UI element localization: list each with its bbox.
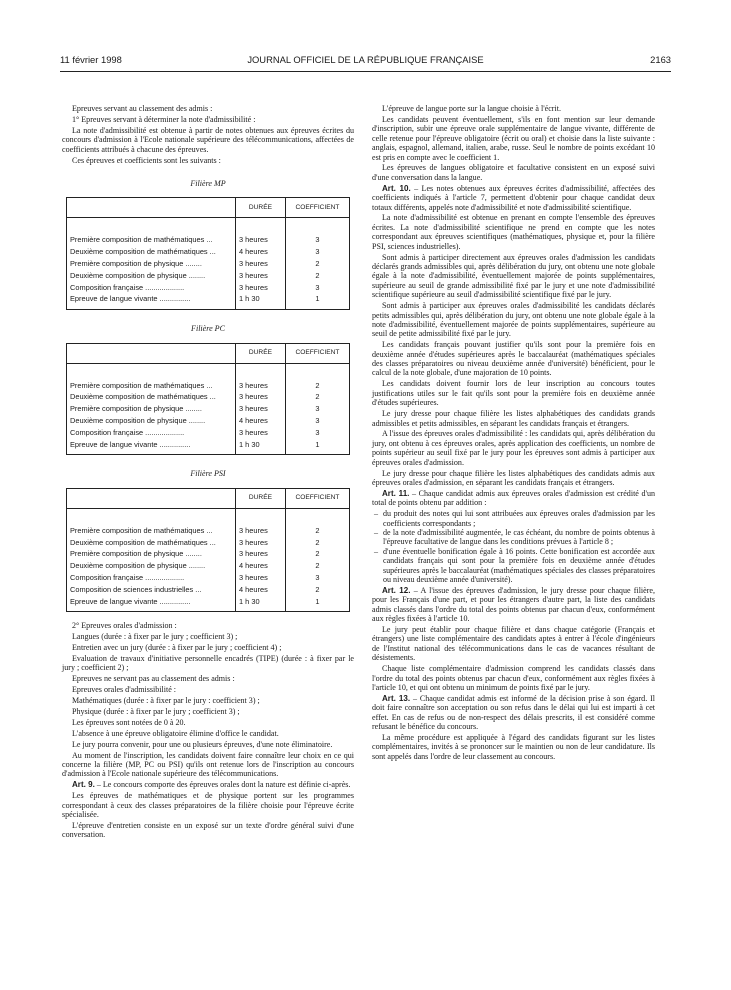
filiere-title: Filière PC (191, 324, 225, 334)
header-empty-cell (67, 343, 236, 363)
epreuve-cell: Première composition de physique ........ (70, 404, 202, 414)
epreuve-name: Première composition de mathématiques (70, 380, 205, 390)
spacer-cell (67, 607, 236, 612)
paragraph: Epreuves orales d'admissibilité : (72, 685, 177, 695)
coefficient-cell: 3 (285, 234, 349, 246)
header-empty-cell (67, 198, 236, 218)
epreuve-name: Composition française (70, 427, 144, 437)
epreuve-cell: Composition de sciences industrielles ... (70, 584, 202, 594)
table-row (67, 246, 350, 258)
left-column (62, 104, 354, 841)
coefficient-cell: 3 (285, 415, 349, 427)
duree-cell: 4 heures (236, 584, 286, 596)
spacer-cell (285, 508, 349, 525)
duree-column-header: DURÉE (236, 343, 286, 363)
epreuve-name: Composition de sciences industrielles (70, 584, 194, 594)
table-row (67, 293, 350, 305)
epreuve-name: Deuxième composition de mathématiques (70, 392, 208, 402)
coefficient-cell: 2 (285, 525, 349, 537)
duree-column-header: DURÉE (236, 198, 286, 218)
left-after-tables (62, 621, 354, 840)
table-row (67, 537, 350, 549)
header-journal-title: JOURNAL OFFICIEL DE LA RÉPUBLIQUE FRANÇAISE (247, 54, 484, 65)
duree-cell: 3 heures (236, 427, 286, 439)
paragraph: Au moment de l'inscription, les candidats doivent faire connaître leur choix en ce qui concerne la filière (MP, PC ou PSI) qu'ils ont retenue lors de l'inscription au concours d'admission à l'Ecole nationale supérieure des télécommunications. (62, 750, 354, 779)
epreuve-cell: Epreuve de langue vivante ............... (70, 294, 191, 304)
duree-cell: 3 heures (236, 270, 286, 282)
spacer-cell (236, 363, 286, 380)
epreuve-cell: Première composition de physique ........ (70, 549, 202, 559)
filiere-title: Filière PSI (190, 469, 226, 479)
paragraph: Le jury dresse pour chaque filière les listes alphabétiques des candidats admis aux épreuves orales d'admission, en séparant les candidats français et étrangers. (372, 468, 655, 487)
spacer-cell (236, 450, 286, 455)
spacer-cell (67, 363, 236, 380)
spacer-cell (285, 305, 349, 310)
epreuve-name: Première composition de mathématiques (70, 525, 205, 535)
paragraph: La note d'admissibilité est obtenue à partir de notes obtenues aux épreuves écrites du concours d'admission à l'Ecole nationale supérieure des télécommunications, affectées de coefficients attribués à chacune des épreuves. (62, 125, 354, 154)
epreuve-cell: Première composition de physique ........ (70, 258, 202, 268)
article-text: – A l'issue des épreuves d'admission, le jury dresse pour chaque filière, pour les Français d'une part, et pour les étrangers d'autre part, la liste des candidats admis classés dans l'ordre du total des points obtenus par chacun d'eux, conformément aux règles fixées à l'article 10. (372, 585, 655, 624)
article-text: – Chaque candidat admis est informé de la décision prise à son égard. Il doit faire connaître son acceptation ou son refus dans le délai qui lui est imparti à cet effet. En cas de refus ou de non-respect des délais prescrits, il est considéré comme refusant le bénéfice du concours. (372, 693, 655, 732)
coefficient-cell: 2 (285, 380, 349, 392)
spacer-cell (285, 218, 349, 235)
duree-cell: 3 heures (236, 282, 286, 294)
epreuve-name: Epreuve de langue vivante (70, 439, 158, 449)
article-label: Art. 11. (382, 488, 410, 498)
article-paragraph (372, 586, 655, 624)
table-row (67, 572, 350, 584)
paragraph: Sont admis à participer aux épreuves orales d'admissibilité les candidats déclarés petits admissibles qui, après délibération du jury, ont obtenu une note globale égale à la note d'admissibilité, éventuellement majorée de points supplémentaires, supérieure au seuil de petite admissibilité fixé par le jury. (372, 301, 655, 339)
coefficient-cell: 2 (285, 584, 349, 596)
paragraph: Mathématiques (durée : à fixer par le jury : coefficient 3) ; (72, 696, 260, 706)
spacer-cell (285, 363, 349, 380)
dash-list (372, 509, 655, 584)
duree-cell: 1 h 30 (236, 439, 286, 451)
paragraph: Les candidats français pouvant justifier qu'ils sont pour la première fois en deuxième année d'études supérieures après le baccalauréat (mathématiques spéciales des classes préparatoires ou niveau deuxième année d'université) bénéficient, pour le calcul de la note globale, d'une majoration de 10 points. (372, 340, 655, 378)
epreuve-cell: Epreuve de langue vivante ............... (70, 596, 191, 606)
coefficient-cell: 1 (285, 439, 349, 451)
epreuve-name: Composition française (70, 572, 144, 582)
coefficient-cell: 3 (285, 427, 349, 439)
spacer-cell (285, 450, 349, 455)
table-row (67, 525, 350, 537)
epreuve-cell: Deuxième composition de mathématiques ... (70, 247, 216, 257)
duree-cell: 3 heures (236, 258, 286, 270)
paragraph: L'épreuve de langue porte sur la langue choisie à l'écrit. (382, 104, 561, 113)
paragraph: Le jury dresse pour chaque filière les listes alphabétiques des candidats grands admissibles et petits admissibles, en séparant les candidats français et étrangers. (372, 409, 655, 428)
epreuve-cell: Deuxième composition de mathématiques ... (70, 392, 216, 402)
duree-cell: 3 heures (236, 391, 286, 403)
paragraph: Physique (durée : à fixer par le jury ; coefficient 3) ; (72, 707, 240, 717)
coefficient-cell: 3 (285, 403, 349, 415)
table-row (67, 270, 350, 282)
table-row (67, 596, 350, 608)
paragraph: Les épreuves de langues obligatoire et facultative consistent en un exposé suivi d'une conversation dans la langue. (372, 163, 655, 182)
spacer-cell (236, 218, 286, 235)
epreuve-cell: Première composition de mathématiques ... (70, 235, 213, 245)
paragraph: Les épreuves sont notées de 0 à 20. (72, 717, 186, 727)
right-column (372, 104, 655, 763)
duree-cell: 3 heures (236, 234, 286, 246)
coefficient-cell: 1 (285, 596, 349, 608)
list-item: – de la note d'admissibilité augmentée, le cas échéant, du nombre de points obtenus à l'épreuve facultative de langue dans les conditions prévues à l'article 8 ; (372, 528, 655, 547)
duree-cell: 3 heures (236, 548, 286, 560)
table-row (67, 427, 350, 439)
filiere-table (66, 197, 350, 310)
coefficient-cell: 3 (285, 572, 349, 584)
paragraph: L'épreuve d'entretien consiste en un exposé sur un texte d'ordre général suivi d'une conversation. (62, 821, 354, 840)
paragraph: Epreuves servant au classement des admis : (72, 104, 213, 113)
epreuve-cell: Composition française ................... (70, 427, 185, 437)
duree-cell: 3 heures (236, 525, 286, 537)
table-row (67, 584, 350, 596)
table-row (67, 403, 350, 415)
spacer-cell (67, 508, 236, 525)
duree-cell: 3 heures (236, 537, 286, 549)
header-page-number: 2163 (650, 54, 671, 65)
epreuve-name: Deuxième composition de mathématiques (70, 247, 208, 257)
duree-cell: 1 h 30 (236, 596, 286, 608)
spacer-cell (67, 450, 236, 455)
paragraph: A l'issue des épreuves orales d'admissibilité : les candidats qui, après délibération du jury, ont obtenu à ces épreuves orales, après application des coefficients, un nombre de points supérieur au seuil fixé par le jury pour les épreuves sont admis à participer aux épreuves orales d'admission. (372, 429, 655, 467)
paragraph: Les épreuves de mathématiques et de physique portent sur les programmes correspondant à ceux des classes préparatoires de la filière choisie pour l'épreuve écrite spécialisée. (62, 791, 354, 820)
article-text: – Chaque candidat admis aux épreuves orales d'admission est crédité d'un total de points obtenu par addition : (372, 488, 655, 508)
epreuve-cell: Composition française ................... (70, 282, 185, 292)
epreuve-cell: Deuxième composition de physique ........ (70, 270, 206, 280)
header-empty-cell (67, 488, 236, 508)
epreuve-cell: Première composition de mathématiques ... (70, 525, 213, 535)
paragraph: Langues (durée : à fixer par le jury ; coefficient 3) ; (72, 632, 238, 642)
filiere-table (66, 343, 350, 456)
article-label: Art. 10. (382, 183, 411, 193)
epreuve-cell: Deuxième composition de mathématiques ... (70, 537, 216, 547)
paragraph: Evaluation de travaux d'initiative personnelle encadrés (TIPE) (durée : à fixer par le jury ; coefficient 2) ; (62, 654, 354, 673)
epreuve-cell: Deuxième composition de physique ........ (70, 561, 206, 571)
paragraph: La note d'admissibilité est obtenue en prenant en compte l'ensemble des épreuves écrites. La note d'admissibilité scientifique ne prend en compte que les notes correspondant aux épreuves scientifiques (mathématiques, physique et, pour la filière PSI, sciences industrielles). (372, 213, 655, 251)
filiere-title: Filière MP (190, 178, 226, 188)
paragraph: La même procédure est appliquée à l'égard des candidats figurant sur les listes complémentaires, invités à se prononcer sur le maintien ou non de leur candidature. Ils sont appelés dans l'ordre de leur classement au concours. (372, 733, 655, 761)
article-label: Art. 12. (382, 585, 411, 595)
coefficient-column-header: COEFFICIENT (285, 198, 349, 218)
paragraph: Ces épreuves et coefficients sont les suivants : (72, 155, 221, 165)
paragraph: 2° Epreuves orales d'admission : (72, 621, 177, 631)
epreuve-cell: Epreuve de langue vivante ............... (70, 439, 191, 449)
article-paragraph (372, 184, 655, 212)
article-paragraph (62, 780, 354, 789)
paragraph: Les candidats peuvent éventuellement, s'ils en font mention sur leur demande d'inscription, subir une épreuve orale supplémentaire de langue vivante, différente de celle retenue pour l'épreuve obligatoire (écrit ou oral) et choisie dans la liste suivante : anglais, espagnol, allemand, italien, arabe, russe. Seul le nombre de points excédant 10 est pris en compte avec le coefficient 1. (372, 114, 655, 162)
epreuve-name: Deuxième composition de mathématiques (70, 537, 208, 547)
duree-cell: 4 heures (236, 246, 286, 258)
duree-cell: 3 heures (236, 403, 286, 415)
coefficient-cell: 2 (285, 548, 349, 560)
spacer-cell (236, 305, 286, 310)
duree-column-header: DURÉE (236, 488, 286, 508)
table-row (67, 439, 350, 451)
duree-cell: 1 h 30 (236, 293, 286, 305)
paragraph: L'absence à une épreuve obligatoire élimine d'office le candidat. (72, 728, 279, 738)
epreuve-cell: Composition française ................... (70, 572, 185, 582)
paragraph: Entretien avec un jury (durée : à fixer par le jury ; coefficient 4) ; (72, 643, 282, 653)
filiere-table (66, 488, 350, 613)
table-row (67, 548, 350, 560)
coefficient-cell: 3 (285, 246, 349, 258)
table-row (67, 415, 350, 427)
paragraph: Les candidats doivent fournir lors de leur inscription au concours toutes justifications utiles sur le fait qu'ils sont pour la première fois en deuxième année d'études supérieures. (372, 379, 655, 408)
spacer-cell (236, 607, 286, 612)
table-row (67, 380, 350, 392)
article-label: Art. 9. (72, 780, 95, 790)
epreuve-name: Première composition de physique (70, 549, 184, 559)
epreuve-name: Première composition de physique (70, 258, 184, 268)
coefficient-cell: 1 (285, 293, 349, 305)
epreuve-name: Epreuve de langue vivante (70, 294, 158, 304)
coefficient-column-header: COEFFICIENT (285, 488, 349, 508)
table-row (67, 234, 350, 246)
epreuve-name: Deuxième composition de physique (70, 415, 187, 425)
table-row (67, 560, 350, 572)
paragraph: Chaque liste complémentaire d'admission comprend les candidats classés dans l'ordre du total des points obtenus par chacun d'eux, conformément aux règles fixées à l'article 10, et qui ont obtenu un minimum de points fixé par le jury. (372, 664, 655, 692)
paragraph: Le jury pourra convenir, pour une ou plusieurs épreuves, d'une note éliminatoire. (72, 739, 333, 749)
paragraph: 1° Epreuves servant à déterminer la note d'admissibilité : (72, 114, 256, 124)
article-text: – Le concours comporte des épreuves orales dont la nature est définie ci-après. (94, 780, 351, 790)
coefficient-cell: 2 (285, 560, 349, 572)
table-row (67, 282, 350, 294)
coefficient-cell: 2 (285, 391, 349, 403)
spacer-cell (236, 508, 286, 525)
spacer-cell (67, 218, 236, 235)
duree-cell: 3 heures (236, 380, 286, 392)
coefficient-cell: 2 (285, 258, 349, 270)
coefficient-cell: 2 (285, 537, 349, 549)
paragraph: Sont admis à participer directement aux épreuves orales d'admission les candidats déclarés grands admissibles qui, après délibération du jury, ont obtenu une note globale égale à la note d'admissibilité, éventuellement majorée de points supplémentaires, supérieure au seuil de grande admissibilité fixé par le jury et une note d'admissibilité scientifique supérieure au seuil d'admissibilité scientifique fixé par le jury. (372, 252, 655, 300)
duree-cell: 4 heures (236, 415, 286, 427)
table-row (67, 258, 350, 270)
duree-cell: 3 heures (236, 572, 286, 584)
spacer-cell (67, 305, 236, 310)
epreuve-name: Epreuve de langue vivante (70, 596, 158, 606)
epreuve-cell: Première composition de mathématiques ... (70, 380, 213, 390)
filiere-tables (62, 179, 354, 612)
table-row (67, 391, 350, 403)
epreuve-name: Deuxième composition de physique (70, 270, 187, 280)
epreuve-name: Première composition de mathématiques (70, 235, 205, 245)
article-label: Art. 13. (382, 693, 411, 703)
page-header (60, 54, 671, 68)
epreuve-name: Composition française (70, 282, 144, 292)
spacer-cell (285, 607, 349, 612)
article-paragraph (372, 694, 655, 732)
duree-cell: 4 heures (236, 560, 286, 572)
epreuve-name: Deuxième composition de physique (70, 561, 187, 571)
list-item: – du produit des notes qui lui sont attribuées aux épreuves orales d'admission par les coefficients correspondants ; (372, 509, 655, 528)
header-date: 11 février 1998 (60, 54, 122, 65)
coefficient-column-header: COEFFICIENT (285, 343, 349, 363)
header-rule (60, 71, 671, 72)
coefficient-cell: 2 (285, 270, 349, 282)
paragraph: Le jury peut établir pour chaque filière et dans chaque catégorie (Français et étrangers) une liste complémentaire des candidats aptes à entrer à l'école d'ingénieurs de l'Institut national des télécommunications dans le cas de vacances résultant de désistements. (372, 625, 655, 663)
coefficient-cell: 3 (285, 282, 349, 294)
epreuve-name: Première composition de physique (70, 404, 184, 414)
article-paragraph (372, 489, 655, 508)
article-text: – Les notes obtenues aux épreuves écrites d'admissibilité, affectées des coefficients indiqués à l'article 7, permettent d'obtenir pour chaque candidat deux totaux différents, appelés note d'admissibilité et note d'admissibilité scientifique. (372, 183, 656, 212)
epreuve-cell: Deuxième composition de physique ........ (70, 415, 206, 425)
paragraph: Epreuves ne servant pas au classement des admis : (72, 674, 235, 684)
list-item: – d'une éventuelle bonification égale à 16 points. Cette bonification est accordée aux candidats français qui sont pour la première fois en deuxième année d'études supérieures après le baccalauréat (mathématiques spéciales des classes préparatoires ou niveau deuxième année d'université). (372, 547, 655, 585)
